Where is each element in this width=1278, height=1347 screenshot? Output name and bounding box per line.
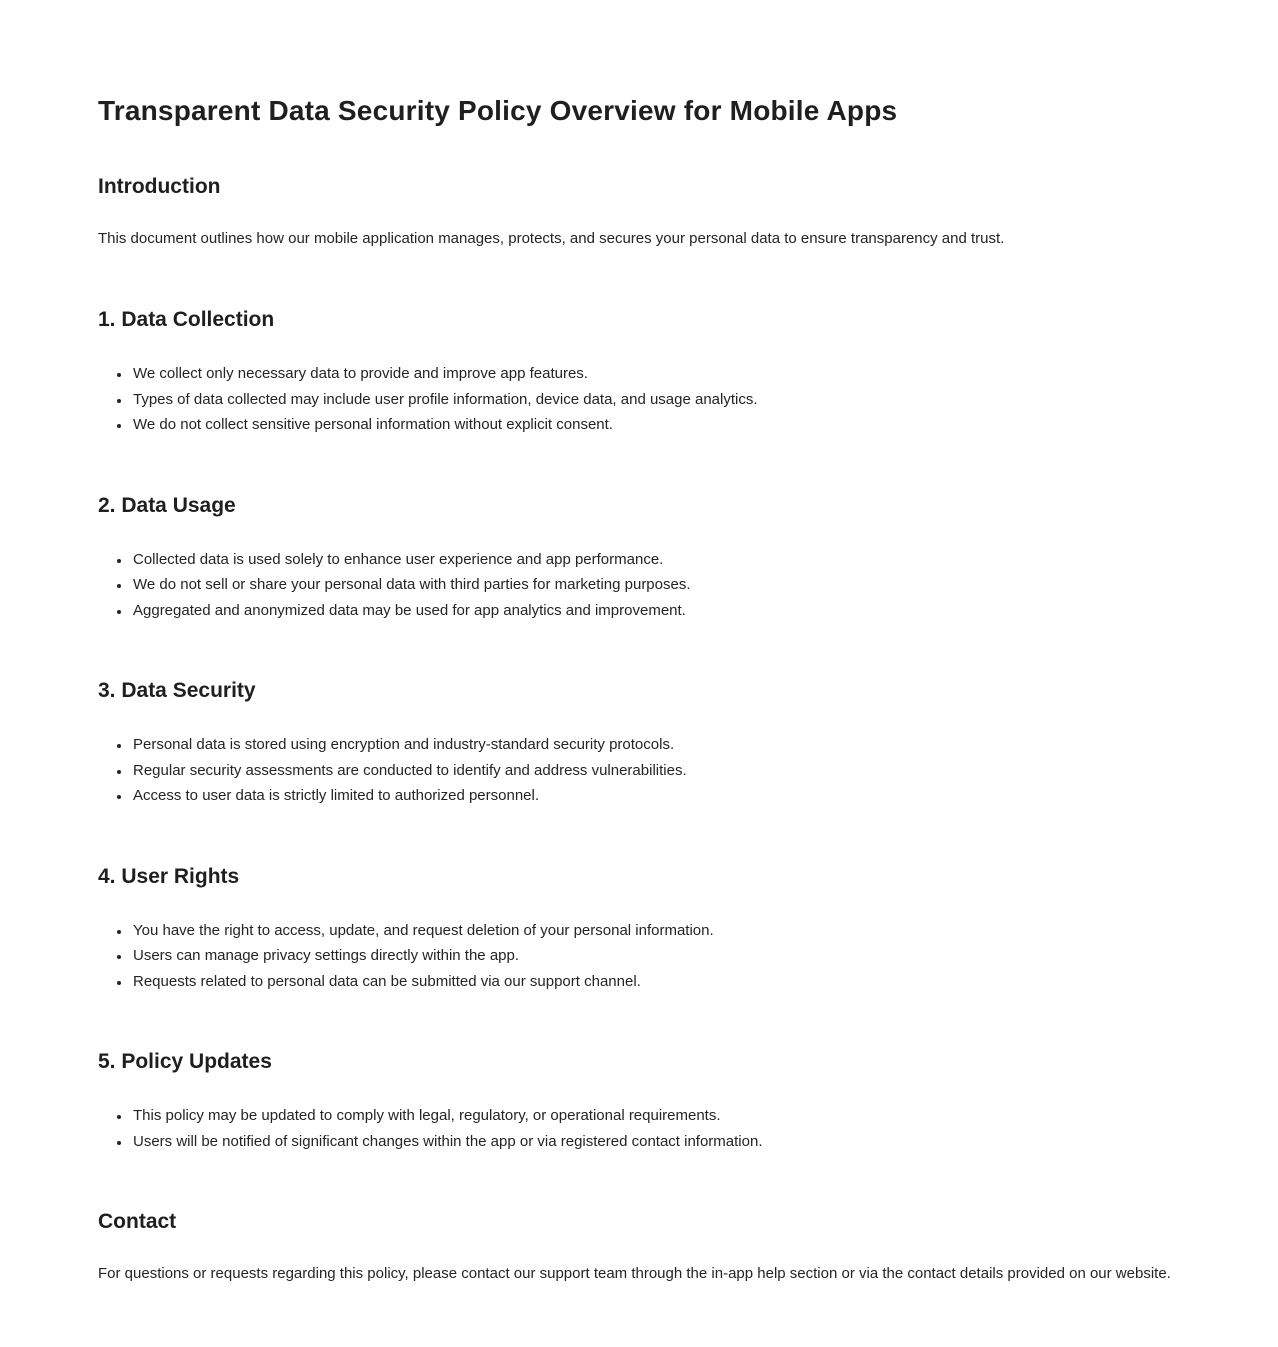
contact-paragraph: For questions or requests regarding this policy, please contact our support team through the in-app help section or via the contact details provided on our website. bbox=[98, 1265, 1171, 1282]
list-item: • You have the right to access, update, and request deletion of your personal information. bbox=[131, 918, 1180, 944]
data-security-bullet-list bbox=[98, 732, 1180, 809]
list-item: • Requests related to personal data can be submitted via our support channel. bbox=[131, 969, 1180, 995]
list-item: • We collect only necessary data to provide and improve app features. bbox=[131, 361, 1180, 387]
page-title: Transparent Data Security Policy Overview for Mobile Apps bbox=[98, 95, 898, 126]
list-item: • Access to user data is strictly limited to authorized personnel. bbox=[131, 783, 1180, 809]
list-item: • We do not collect sensitive personal information without explicit consent. bbox=[131, 412, 1180, 438]
section-heading-policy-updates: 5. Policy Updates bbox=[98, 1050, 272, 1073]
section-heading-user-rights: 4. User Rights bbox=[98, 864, 240, 888]
list-item: • Regular security assessments are conducted to identify and address vulnerabilities. bbox=[131, 758, 1180, 784]
list-item: • Users will be notified of significant changes within the app or via registered contact information. bbox=[131, 1129, 1180, 1155]
list-item: • Aggregated and anonymized data may be used for app analytics and improvement. bbox=[131, 598, 1180, 624]
list-item: • Users can manage privacy settings directly within the app. bbox=[131, 943, 1180, 969]
list-item: • Types of data collected may include user profile information, device data, and usage analytics. bbox=[131, 387, 1180, 413]
list-item: • Collected data is used solely to enhance user experience and app performance. bbox=[131, 547, 1180, 573]
section-heading-data-usage: 2. Data Usage bbox=[98, 493, 236, 517]
section-heading-data-security: 3. Data Security bbox=[98, 679, 256, 702]
data-collection-bullet-list bbox=[98, 361, 1180, 438]
list-item: • Personal data is stored using encryption and industry-standard security protocols. bbox=[131, 732, 1180, 758]
user-rights-bullet-list bbox=[98, 918, 1180, 995]
data-usage-bullet-list bbox=[98, 547, 1180, 624]
list-item: • This policy may be updated to comply with legal, regulatory, or operational requirements. bbox=[131, 1103, 1180, 1129]
list-item: • We do not sell or share your personal data with third parties for marketing purposes. bbox=[131, 572, 1180, 598]
policy-updates-bullet-list bbox=[98, 1103, 1180, 1154]
section-heading-data-collection: 1. Data Collection bbox=[98, 308, 275, 331]
section-heading-introduction: Introduction bbox=[98, 175, 221, 198]
section-heading-contact: Contact bbox=[98, 1210, 177, 1233]
introduction-paragraph: This document outlines how our mobile application manages, protects, and secures your personal data to ensure transparency and trust. bbox=[98, 230, 1005, 247]
